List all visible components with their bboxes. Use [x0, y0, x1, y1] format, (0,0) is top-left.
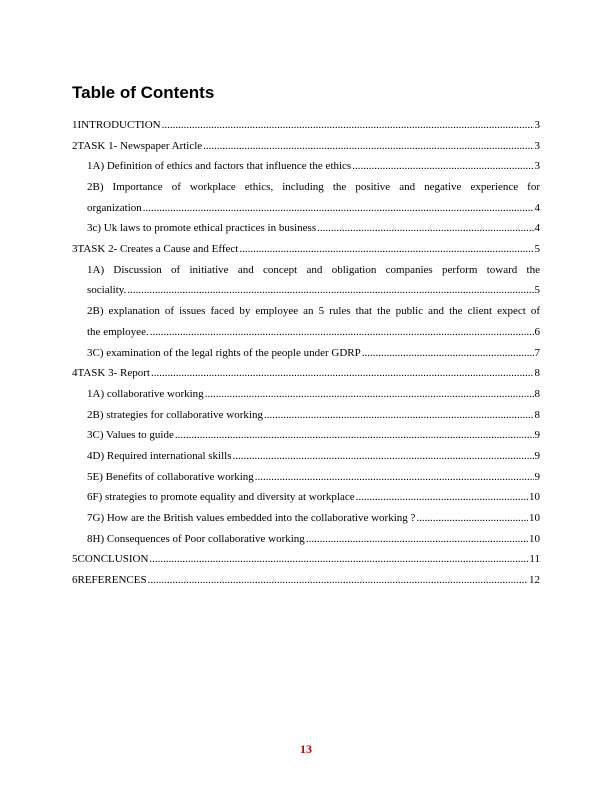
- toc-entry-label: 5E) Benefits of collaborative working: [87, 470, 254, 483]
- toc-entry-task1[interactable]: [72, 136, 540, 157]
- toc-dot-leader: [143, 198, 534, 219]
- toc-entry-label-line1: 2B) explanation of issues faced by employee an 5 rules that the public and the client expect of: [87, 305, 540, 318]
- toc-entry-task3-8h[interactable]: [72, 529, 540, 550]
- toc-entry-page: 10: [529, 491, 540, 504]
- toc-entry-label: 4TASK 3- Report: [72, 367, 150, 380]
- page-number: 13: [300, 742, 312, 756]
- toc-entry-label: 3c) Uk laws to promote ethical practices in business: [87, 222, 317, 235]
- toc-entry-page: 3: [534, 160, 540, 173]
- toc-dot-leader: [356, 487, 528, 508]
- toc-dot-leader: [205, 384, 534, 405]
- toc-dot-leader: [127, 280, 533, 301]
- toc-dot-leader: [162, 115, 534, 136]
- toc-entry-page: 5: [534, 284, 540, 297]
- toc-entry-introduction[interactable]: [72, 115, 540, 136]
- toc-dot-leader: [175, 425, 534, 446]
- toc-entry-label-line1: 1A) Discussion of initiative and concept and obligation companies perform toward the: [87, 263, 540, 276]
- toc-dot-leader: [148, 570, 528, 591]
- toc-entry-task1-1a[interactable]: [72, 156, 540, 177]
- toc-entry-task3-4d[interactable]: [72, 446, 540, 467]
- toc-dot-leader: [233, 446, 534, 467]
- toc-entry-label: 7G) How are the British values embedded into the collaborative working ?: [87, 512, 416, 525]
- toc-entry-page: 8: [534, 367, 540, 380]
- toc-dot-leader: [264, 405, 534, 426]
- toc-entry-page: 5: [534, 243, 540, 256]
- toc-dot-leader: [150, 322, 534, 343]
- toc-entry-page: 9: [534, 449, 540, 462]
- toc-entry-label: 1INTRODUCTION: [72, 118, 161, 131]
- toc-entry-label: 1A) Definition of ethics and factors that influence the ethics: [87, 160, 352, 173]
- toc-dot-leader: [149, 549, 528, 570]
- toc-dot-leader: [352, 156, 533, 177]
- toc-entry-page: 4: [534, 201, 540, 214]
- toc-entry-conclusion[interactable]: [72, 549, 540, 570]
- toc-entry-task2[interactable]: [72, 239, 540, 260]
- toc-entry-label: 2TASK 1- Newspaper Article: [72, 139, 203, 152]
- toc-entry-task1-2b[interactable]: [72, 177, 540, 218]
- toc-dot-leader: [317, 218, 533, 239]
- toc-entry-page: 8: [534, 408, 540, 421]
- toc-heading: Table of Contents: [72, 83, 215, 102]
- toc-entry-page: 11: [529, 553, 540, 566]
- toc-entry-label: 6F) strategies to promote equality and diversity at workplace: [87, 491, 355, 504]
- toc-entry-task3-7g[interactable]: [72, 508, 540, 529]
- toc-entry-page: 3: [534, 139, 540, 152]
- table-of-contents: [72, 115, 540, 591]
- toc-entry-task3-6f[interactable]: [72, 487, 540, 508]
- toc-entry-task3-3c[interactable]: [72, 425, 540, 446]
- toc-dot-leader: [306, 529, 528, 550]
- toc-entry-label: 2B) strategies for collaborative working: [87, 408, 263, 421]
- toc-entry-label: 1A) collaborative working: [87, 387, 204, 400]
- toc-entry-label-line1: 2B) Importance of workplace ethics, including the positive and negative experience for: [87, 181, 540, 194]
- toc-entry-page: 7: [534, 346, 540, 359]
- toc-entry-task2-3c[interactable]: [72, 343, 540, 364]
- toc-dot-leader: [255, 467, 534, 488]
- toc-entry-label-line2: organization: [87, 201, 142, 214]
- toc-entry-label-line2: the employee.: [87, 325, 149, 338]
- toc-entry-task3-1a[interactable]: [72, 384, 540, 405]
- toc-entry-label: 8H) Consequences of Poor collaborative working: [87, 532, 305, 545]
- toc-entry-page: 10: [529, 532, 540, 545]
- toc-entry-page: 4: [534, 222, 540, 235]
- toc-entry-task2-2b[interactable]: [72, 301, 540, 342]
- toc-dot-leader: [416, 508, 528, 529]
- toc-entry-label: 3TASK 2- Creates a Cause and Effect: [72, 243, 239, 256]
- toc-entry-page: 6: [534, 325, 540, 338]
- toc-entry-page: 9: [534, 429, 540, 442]
- toc-dot-leader: [362, 343, 534, 364]
- toc-entry-page: 10: [529, 512, 540, 525]
- toc-dot-leader: [151, 363, 534, 384]
- toc-entry-task1-3c[interactable]: [72, 218, 540, 239]
- toc-entry-page: 12: [529, 574, 540, 587]
- toc-entry-label: 3C) examination of the legal rights of the people under GDRP: [87, 346, 361, 359]
- toc-entry-references[interactable]: [72, 570, 540, 591]
- toc-entry-label: 6REFERENCES: [72, 574, 147, 587]
- toc-entry-page: 8: [534, 387, 540, 400]
- toc-dot-leader: [239, 239, 533, 260]
- toc-entry-task2-1a[interactable]: [72, 260, 540, 301]
- toc-entry-label: 3C) Values to guide: [87, 429, 174, 442]
- toc-entry-label-line2: sociality.: [87, 284, 127, 297]
- toc-entry-label: 4D) Required international skills: [87, 449, 232, 462]
- toc-entry-task3-2b[interactable]: [72, 405, 540, 426]
- toc-entry-page: 3: [534, 118, 540, 131]
- toc-entry-label: 5CONCLUSION: [72, 553, 149, 566]
- toc-entry-task3[interactable]: [72, 363, 540, 384]
- toc-entry-task3-5e[interactable]: [72, 467, 540, 488]
- toc-dot-leader: [203, 136, 533, 157]
- toc-entry-page: 9: [534, 470, 540, 483]
